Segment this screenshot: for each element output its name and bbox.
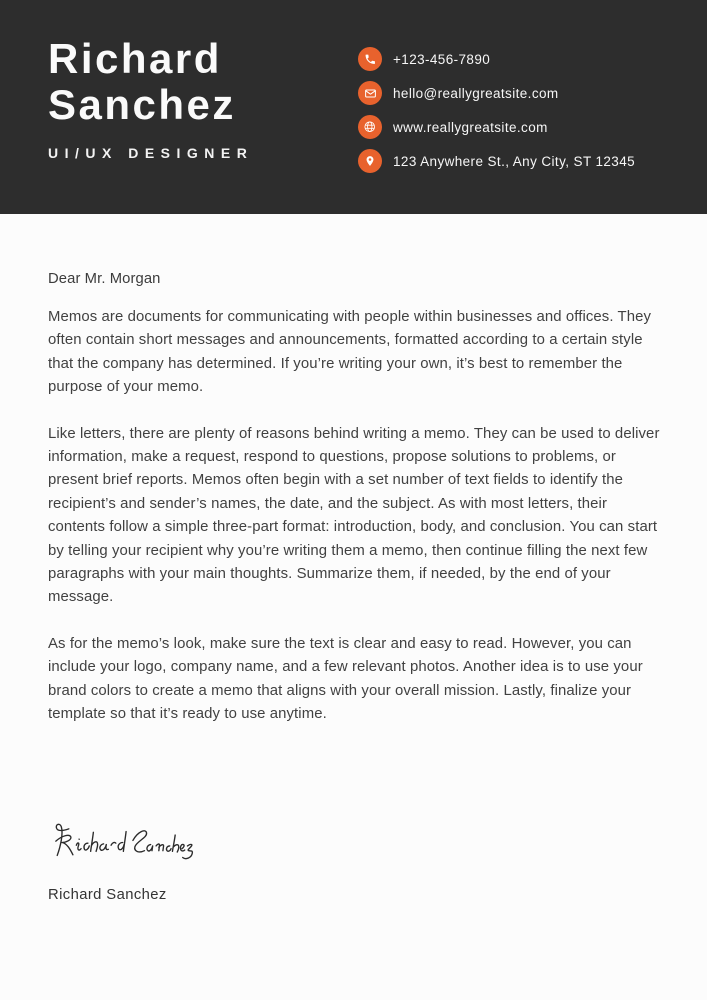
contact-email-text: hello@reallygreatsite.com — [393, 85, 559, 101]
paragraph-2: Like letters, there are plenty of reasons behind writing a memo. They can be used to deliver information, make a request, respond to questions, propose solutions to problems, or present brief reports. Memos often begin with a set number of text fields to identify the recipient’s and sender’s names, the date, and the subject. As with most letters, their contents follow a simple three-part format: introduction, body, and conclusion. You can start by telling your recipient why you’re writing them a memo, then continue filling the next few paragraphs with your main thoughts. Summarize them, if needed, by the end of your message. — [48, 425, 660, 606]
email-icon — [358, 81, 382, 105]
contact-website — [358, 115, 635, 139]
letterhead — [0, 0, 707, 214]
signature-block — [48, 820, 660, 870]
job-title: UI/UX DESIGNER — [48, 145, 254, 161]
contact-list — [358, 47, 635, 183]
globe-icon — [358, 115, 382, 139]
paragraph-1: Memos are documents for communicating with people within businesses and offices. They often contain short messages and announcements, formatted according to a certain style that the company has determined. If you’re writing your own, it’s best to remember the purpose of your memo. — [48, 309, 652, 396]
contact-email — [358, 81, 635, 105]
paragraph-3: As for the memo’s look, make sure the text is clear and easy to read. However, you can include your logo, company name, and a few relevant photos. Another idea is to use your brand colors to create a memo that aligns with your overall mission. Lastly, finalize your template so that it’s ready to use anytime. — [48, 635, 643, 723]
person-first-name: Richard — [48, 35, 222, 82]
person-last-name: Sanchez — [48, 81, 236, 128]
contact-address — [358, 149, 635, 173]
person-name — [48, 36, 253, 128]
typed-name: Richard Sanchez — [48, 886, 167, 903]
phone-icon — [358, 47, 382, 71]
contact-website-text: www.reallygreatsite.com — [393, 119, 548, 135]
contact-phone — [358, 47, 635, 71]
contact-phone-text: +123-456-7890 — [393, 51, 491, 67]
letter-content — [0, 214, 707, 903]
salutation: Dear Mr. Morgan — [48, 271, 161, 287]
identity-block — [48, 36, 253, 161]
location-icon — [358, 149, 382, 173]
handwritten-signature — [48, 820, 196, 865]
contact-address-text: 123 Anywhere St., Any City, ST 12345 — [393, 153, 636, 169]
